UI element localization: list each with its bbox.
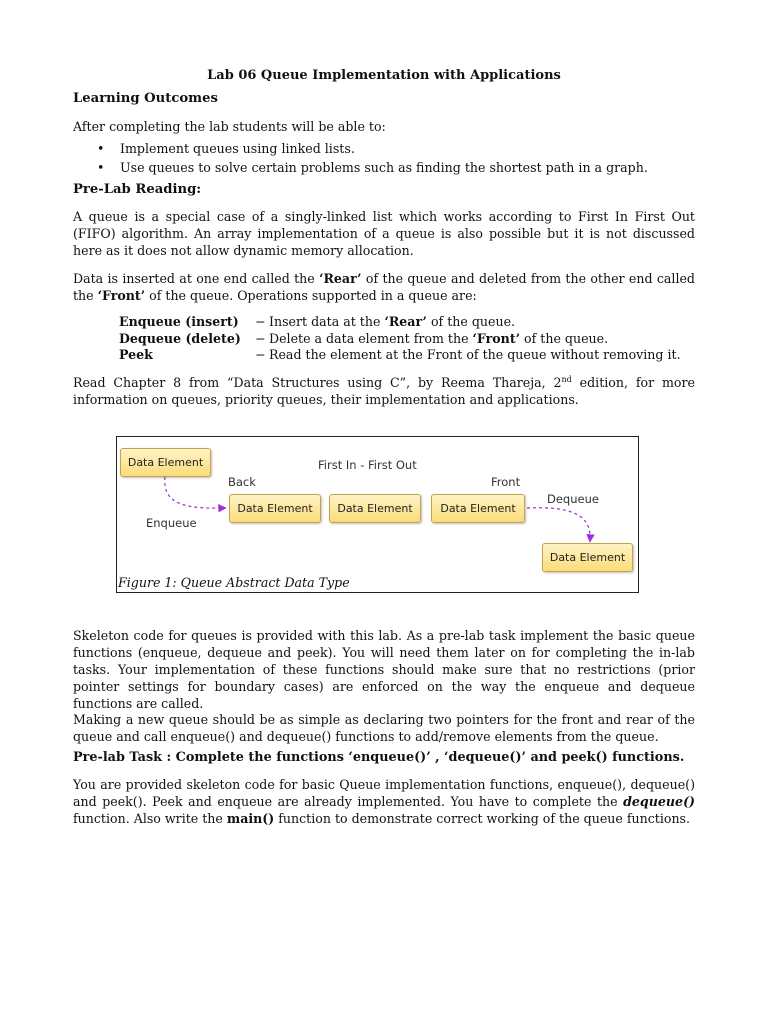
data-element-box: Data Element — [431, 494, 525, 523]
list-item: • Implement queues using linked lists. — [73, 139, 648, 158]
operation-name: Dequeue (delete) — [119, 330, 241, 346]
making-queue-paragraph: Making a new queue should be as simple as declaring two pointers for the front and rear of the queue and call enqueue() and dequeue() functions to add/remove elements from the queue. — [73, 712, 695, 744]
operation-row-enqueue: Enqueue (insert) − Insert data at the ‘Rear’ of the queue. — [119, 314, 516, 329]
operation-row-dequeue: Dequeue (delete) − Delete a data element from the ‘Front’ of the queue. — [119, 330, 609, 346]
data-element-box: Data Element — [120, 448, 211, 477]
reading-reference-paragraph: Read Chapter 8 from “Data Structures using C”, by Reema Thareja, 2nd edition, for more information on queues, priority queues, their implementation and applications. — [73, 374, 695, 407]
operations-list — [119, 314, 681, 364]
operation-desc: Delete a data element from the ‘Front’ of the queue. — [269, 330, 609, 346]
prelab-task-paragraph: You are provided skeleton code for basic Queue implementation functions, enqueue(), dequeue() and peek(). Peek and enqueue are already implemented. You have to complete the dequeue() function. Also write the main() function to demonstrate correct working of the queue functions. — [73, 777, 695, 826]
front-label: Front — [491, 475, 521, 489]
operations-intro-paragraph: Data is inserted at one end called the ‘Rear’ of the queue and deleted from the other end called the ‘Front’ of the queue. Operations supported in a queue are: — [73, 271, 695, 303]
dequeue-label: Dequeue — [547, 492, 599, 506]
dequeue-arrow — [527, 508, 590, 541]
operation-row-peek: Peek − Read the element at the Front of the queue without removing it. — [119, 347, 681, 362]
prelab-task-heading: Pre-lab Task : Complete the functions ‘enqueue()’ , ‘dequeue()’ and peek() functions. — [73, 750, 685, 765]
learning-outcomes-heading: Learning Outcomes — [73, 91, 218, 106]
page-title: Lab 06 Queue Implementation with Applications — [207, 68, 561, 83]
learning-outcomes-intro: After completing the lab students will be able to: — [73, 119, 386, 134]
operation-desc: Insert data at the ‘Rear’ of the queue. — [269, 314, 516, 329]
data-element-box: Data Element — [542, 543, 633, 572]
learning-outcomes-list — [73, 139, 648, 177]
enqueue-label: Enqueue — [146, 516, 197, 530]
prelab-reading-paragraph: A queue is a special case of a singly-linked list which works according to First In First Out (FIFO) algorithm. An array implementation of a queue is also possible but it is not discussed here as it does not allow dynamic memory allocation. — [73, 209, 695, 258]
skeleton-paragraph: Skeleton code for queues is provided with this lab. As a pre-lab task implement the basic queue functions (enqueue, dequeue and peek). You will need them later on for completing the in-lab tasks. Your implementation of these functions should make sure that no restrictions (prior pointer settings for boundary cases) are enforced on the way the enqueue and dequeue functions are called. — [73, 628, 695, 711]
operation-name: Peek — [119, 347, 153, 362]
data-element-box: Data Element — [329, 494, 421, 523]
data-element-box: Data Element — [229, 494, 321, 523]
prelab-reading-heading: Pre-Lab Reading: — [73, 182, 202, 197]
operation-name: Enqueue (insert) — [119, 314, 239, 329]
operation-desc: Read the element at the Front of the queue without removing it. — [269, 347, 681, 362]
figure-caption: Figure 1: Queue Abstract Data Type — [118, 575, 350, 590]
fifo-label: First In - First Out — [318, 458, 417, 472]
list-item: • Use queues to solve certain problems such as finding the shortest path in a graph. — [73, 158, 648, 177]
queue-figure — [116, 436, 639, 593]
enqueue-arrow — [165, 477, 225, 508]
back-label: Back — [228, 475, 256, 489]
